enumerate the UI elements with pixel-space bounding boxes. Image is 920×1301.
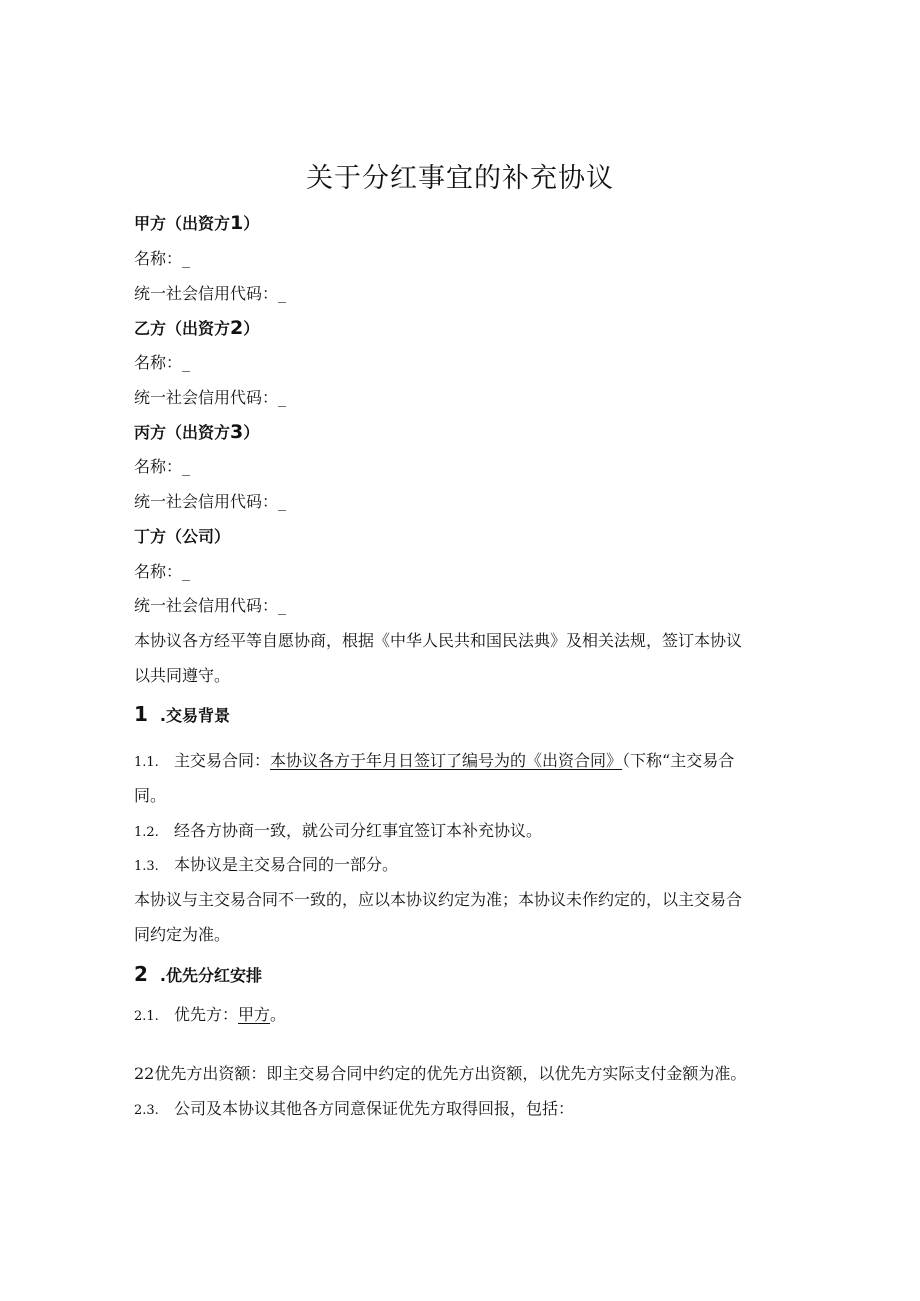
clause-2-3 — [134, 1099, 574, 1121]
party-a-name-field: 名称：_ — [134, 249, 191, 268]
clause-2-3-text: 公司及本协议其他各方同意保证优先方取得回报，包括： — [174, 1099, 575, 1118]
party-c-label: 丙方（出资方 — [134, 423, 231, 442]
clause-2-2: 22优先方出资额：即主交易合同中约定的优先方出资额，以优先方实际支付金额为准。 — [134, 1064, 747, 1083]
party-a-code-field: 统一社会信用代码：_ — [134, 284, 287, 303]
document-title: 关于分红事宜的补充协议 — [306, 163, 614, 194]
party-c-close: ） — [243, 423, 260, 442]
party-b-close: ） — [243, 319, 260, 338]
section-1-title: .交易背景 — [159, 706, 231, 725]
party-a-heading — [134, 213, 259, 234]
party-b-heading — [134, 318, 259, 339]
party-d-heading: 丁方（公司） — [134, 527, 231, 546]
clause-1-1-underlined: 本协议各方于年月日签订了编号为的《出资合同》 — [270, 751, 623, 770]
section-2-title: .优先分红安排 — [159, 966, 263, 985]
clause-2-3-number: 2.3. — [134, 1103, 159, 1118]
clause-1-3-number: 1.3. — [134, 859, 159, 874]
clause-1-1-continued: 同。 — [134, 786, 167, 805]
party-b-name-field: 名称：_ — [134, 353, 191, 372]
party-c-heading — [134, 422, 259, 443]
party-c-code-field: 统一社会信用代码：_ — [134, 492, 287, 511]
section-2-heading — [134, 964, 262, 986]
party-a-number: 1 — [230, 212, 244, 234]
section-2-number: 2 — [134, 962, 148, 986]
section-1-paragraph-line-1: 本协议与主交易合同不一致的，应以本协议约定为准；本协议未作约定的，以主交易合 — [134, 890, 743, 909]
clause-1-2-text: 经各方协商一致，就公司分红事宜签订本补充协议。 — [174, 821, 543, 840]
section-1-heading — [134, 704, 230, 726]
clause-1-1-number: 1.1. — [134, 755, 159, 770]
clause-1-1-prefix: 主交易合同： — [174, 751, 271, 770]
section-1-paragraph-line-2: 同约定为准。 — [134, 925, 231, 944]
section-1-number: 1 — [134, 702, 148, 726]
intro-line-1: 本协议各方经平等自愿协商，根据《中华人民共和国民法典》及相关法规，签订本协议 — [134, 631, 743, 650]
clause-2-1-suffix: 。 — [270, 1005, 287, 1024]
party-c-name-field: 名称：_ — [134, 457, 191, 476]
clause-1-3 — [134, 855, 398, 877]
clause-1-1-suffix: （下称“主交易合 — [622, 751, 735, 770]
party-d-code-field: 统一社会信用代码：_ — [134, 596, 287, 615]
clause-2-1-underlined: 甲方 — [238, 1005, 271, 1024]
clause-2-1 — [134, 1005, 286, 1027]
party-d-name-field: 名称：_ — [134, 562, 191, 581]
party-c-number: 3 — [230, 421, 244, 443]
party-a-close: ） — [243, 214, 260, 233]
party-b-code-field: 统一社会信用代码：_ — [134, 388, 287, 407]
party-b-label: 乙方（出资方 — [134, 319, 231, 338]
clause-2-1-number: 2.1. — [134, 1009, 159, 1024]
party-a-label: 甲方（出资方 — [134, 214, 231, 233]
clause-1-2-number: 1.2. — [134, 825, 159, 840]
clause-1-3-text: 本协议是主交易合同的一部分。 — [174, 855, 399, 874]
clause-1-2 — [134, 821, 542, 843]
party-b-number: 2 — [230, 317, 244, 339]
clause-1-1 — [134, 751, 734, 773]
intro-line-2: 以共同遵守。 — [134, 666, 231, 685]
clause-2-1-prefix: 优先方： — [174, 1005, 239, 1024]
